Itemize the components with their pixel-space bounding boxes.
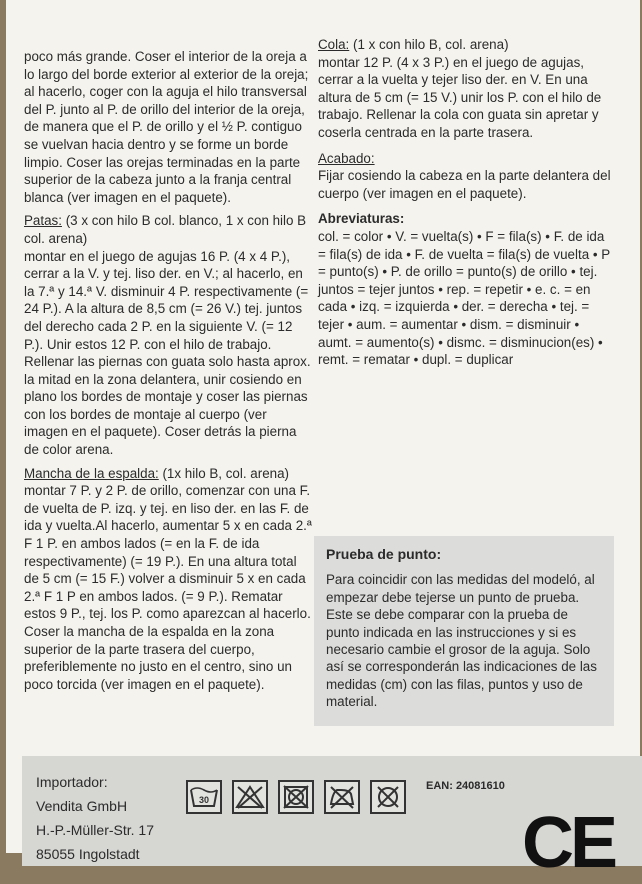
cola-heading: Cola: <box>318 37 350 52</box>
ean-code: EAN: 24081610 <box>426 780 505 792</box>
cola-text: montar 12 P. (4 x 3 P.) en el juego de agujas, cerrar a la vuelta y tejer liso der. en V. En una altura de 5 cm (= 15 V.) unir los P. con el hilo de trabajo. Rellenar la cola con guata sin apretar y coserla centrada en la parte trasera. <box>318 54 602 140</box>
importer-street: H.-P.-Müller-Str. 17 <box>36 822 154 838</box>
patas-heading: Patas: <box>24 213 62 229</box>
patas-text: montar en el juego de agujas 16 P. (4 x 4 P.), cerrar a la V. y tej. liso der. en V.; al hacerlo, en la 7.ª y 14.ª V. disminuir 4 P. respectivamente (= 24 P.). A la altura de 8,5 cm (= 26 V.) tej. juntos del derecho cada 2 P. en la siguiente V. (= 12 P.). Unir estos 12 P. con el hilo de trabajo. Rellenar las piernas con guata solo hasta aprox. la mitad en la zona delantera, unir cosiendo en plano los bordes de montaje y coser las piernas con los bordes de montaje al cuerpo (ver imagen en el paquete). Coser detrás la pierna de color arena. <box>24 248 311 458</box>
cola-subheading: (1 x con hilo B, col. arena) <box>349 37 509 52</box>
acabado-heading: Acabado: <box>318 150 375 166</box>
intro-paragraph: poco más grande. Coser el interior de la oreja a lo largo del borde exterior al exterior de la oreja; al hacerlo, coger con la aguja el hilo transversal del P. junto al P. de orillo del interior de la oreja, de manera que el P. de orillo y el ½ P. contiguo se vuelvan hacia dentro y se forme un borde limpio. Coser las orejas terminadas en la parte superior de la cabeza junto a la franja central blanca (ver imagen en el paquete). <box>24 49 309 205</box>
patas-section <box>24 212 314 247</box>
no-iron-icon <box>324 780 360 814</box>
right-column <box>318 36 614 369</box>
stitch-test-text: Para coincidir con las medidas del modeló, al empezar debe tejerse un punto de prueba. Este se debe comparar con la prueba de punto indicada en las instrucciones y si es necesario cambie el grosor de la aguja. Solo así se corresponderán las indicaciones de las medidas (cm) con las filas, puntos y uso de material. <box>326 572 597 710</box>
cola-section <box>318 36 614 54</box>
patas-subheading: (3 x con hilo B col. blanco, 1 x con hilo B col. arena) <box>24 213 307 246</box>
stitch-test-box <box>314 536 614 726</box>
wash-temp-label: 30 <box>198 795 210 805</box>
abreviaturas-text: col. = color • V. = vuelta(s) • F = fila(s) • F. de ida = fila(s) de ida • F. de vuelta = fila(s) de vuelta • P = punto(s) • P. de orillo = punto(s) de orillo • tej. juntos = tejer juntos • rep. = repetir • e. c. = en cada • izq. = izquierda • der. = derecha • tej. = tejer • aum. = aumentar • dism. = disminuir • aumt. = aumento(s) • dismc. = disminucion(es) • remt. = rematar • dupl. = duplicar <box>318 228 610 368</box>
no-dry-clean-icon <box>370 780 406 814</box>
importer-footer <box>22 756 642 883</box>
no-tumble-dry-icon <box>278 780 314 814</box>
mancha-section <box>24 465 314 483</box>
importer-address <box>36 770 154 866</box>
left-column <box>24 48 314 693</box>
acabado-text: Fijar cosiendo la cabeza en la parte delantera del cuerpo (ver imagen en el paquete). <box>318 168 611 201</box>
care-symbols <box>186 780 406 814</box>
importer-label: Importador: <box>36 774 108 790</box>
instruction-sheet <box>6 0 640 883</box>
no-bleach-icon <box>232 780 268 814</box>
abreviaturas-heading: Abreviaturas: <box>318 211 405 227</box>
mancha-text: montar 7 P. y 2 P. de orillo, comenzar con una F. de vuelta de P. izq. y tej. en liso der. en las F. de ida y vuelta.Al hacerlo, aumentar 5 x en cada 2.ª F 1 P. en ambos lados (= en la F. de ida respectivamente) (= 19 P.). En una altura total de 5 cm (= 15 F.) volver a disminuir 5 x en cada 2.ª F 1 P en ambos lados. (= 9 P.). Rematar estos 9 P., tej. los P. como aparezcan al hacerlo. Coser la mancha de la espalda en la zona superior de la parte trasera del cuerpo, preferiblemente no justo en el centro, sino un poco torcida (ver imagen en el paquete). <box>24 483 312 692</box>
wash-30-icon <box>186 780 222 814</box>
ce-mark: CE <box>522 803 615 883</box>
stitch-test-heading: Prueba de punto: <box>326 546 442 562</box>
mancha-heading: Mancha de la espalda: <box>24 465 159 481</box>
importer-company: Vendita GmbH <box>36 798 128 814</box>
mancha-subheading: (1x hilo B, col. arena) <box>158 465 289 481</box>
importer-city: 85055 Ingolstadt <box>36 846 140 862</box>
